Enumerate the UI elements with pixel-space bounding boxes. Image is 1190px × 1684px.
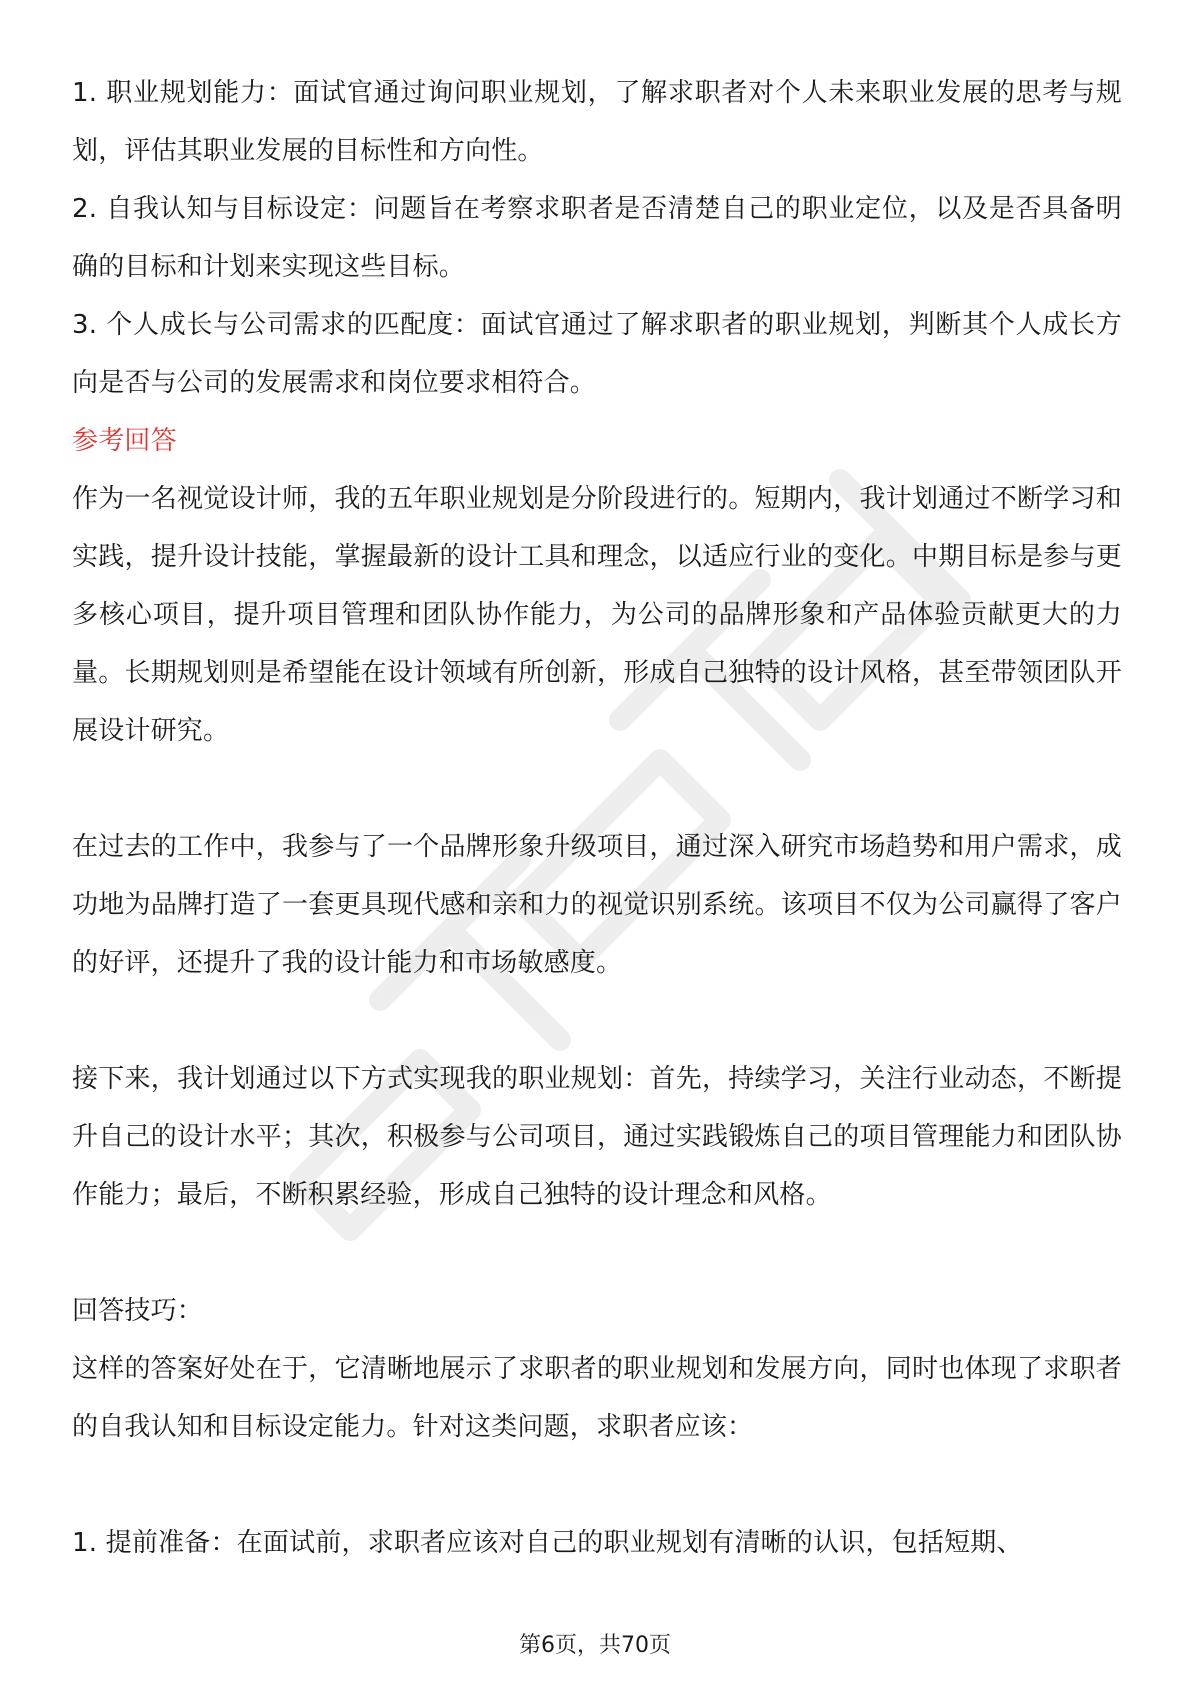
- tips-heading: 回答技巧：: [72, 1296, 204, 1326]
- reference-answer-title: 参考回答: [72, 426, 177, 456]
- paragraph-spacer: [72, 1456, 1122, 1514]
- paragraph-spacer: [72, 760, 1122, 818]
- evaluation-point-1: 1. 职业规划能力：面试官通过询问职业规划，了解求职者对个人未来职业发展的思考与规划，评估其职业发展的目标性和方向性。: [72, 78, 1122, 166]
- reference-paragraph-2: 在过去的工作中，我参与了一个品牌形象升级项目，通过深入研究市场趋势和用户需求，成功地为品牌打造了一套更具现代感和亲和力的视觉识别系统。该项目不仅为公司赢得了客户的好评，还提升了我的设计能力和市场敏感度。: [72, 832, 1122, 978]
- page-number: 第6页，共70页: [519, 1633, 671, 1658]
- tips-item-1: 1. 提前准备：在面试前，求职者应该对自己的职业规划有清晰的认识，包括短期、: [72, 1528, 1023, 1558]
- paragraph-spacer: [72, 1224, 1122, 1282]
- evaluation-point-2: 2. 自我认知与目标设定：问题旨在考察求职者是否清楚自己的职业定位，以及是否具备明确的目标和计划来实现这些目标。: [72, 194, 1122, 282]
- document-body: [72, 64, 1122, 1572]
- reference-paragraph-1: 作为一名视觉设计师，我的五年职业规划是分阶段进行的。短期内，我计划通过不断学习和实践，提升设计技能，掌握最新的设计工具和理念，以适应行业的变化。中期目标是参与更多核心项目，提升项目管理和团队协作能力，为公司的品牌形象和产品体验贡献更大的力量。长期规划则是希望能在设计领域有所创新，形成自己独特的设计风格，甚至带领团队开展设计研究。: [72, 484, 1122, 746]
- paragraph-spacer: [72, 992, 1122, 1050]
- evaluation-point-3: 3. 个人成长与公司需求的匹配度：面试官通过了解求职者的职业规划，判断其个人成长方向是否与公司的发展需求和岗位要求相符合。: [72, 310, 1122, 398]
- tips-intro: 这样的答案好处在于，它清晰地展示了求职者的职业规划和发展方向，同时也体现了求职者的自我认知和目标设定能力。针对这类问题，求职者应该：: [72, 1354, 1122, 1442]
- reference-paragraph-3: 接下来，我计划通过以下方式实现我的职业规划：首先，持续学习，关注行业动态，不断提升自己的设计水平；其次，积极参与公司项目，通过实践锻炼自己的项目管理能力和团队协作能力；最后，不断积累经验，形成自己独特的设计理念和风格。: [72, 1064, 1122, 1210]
